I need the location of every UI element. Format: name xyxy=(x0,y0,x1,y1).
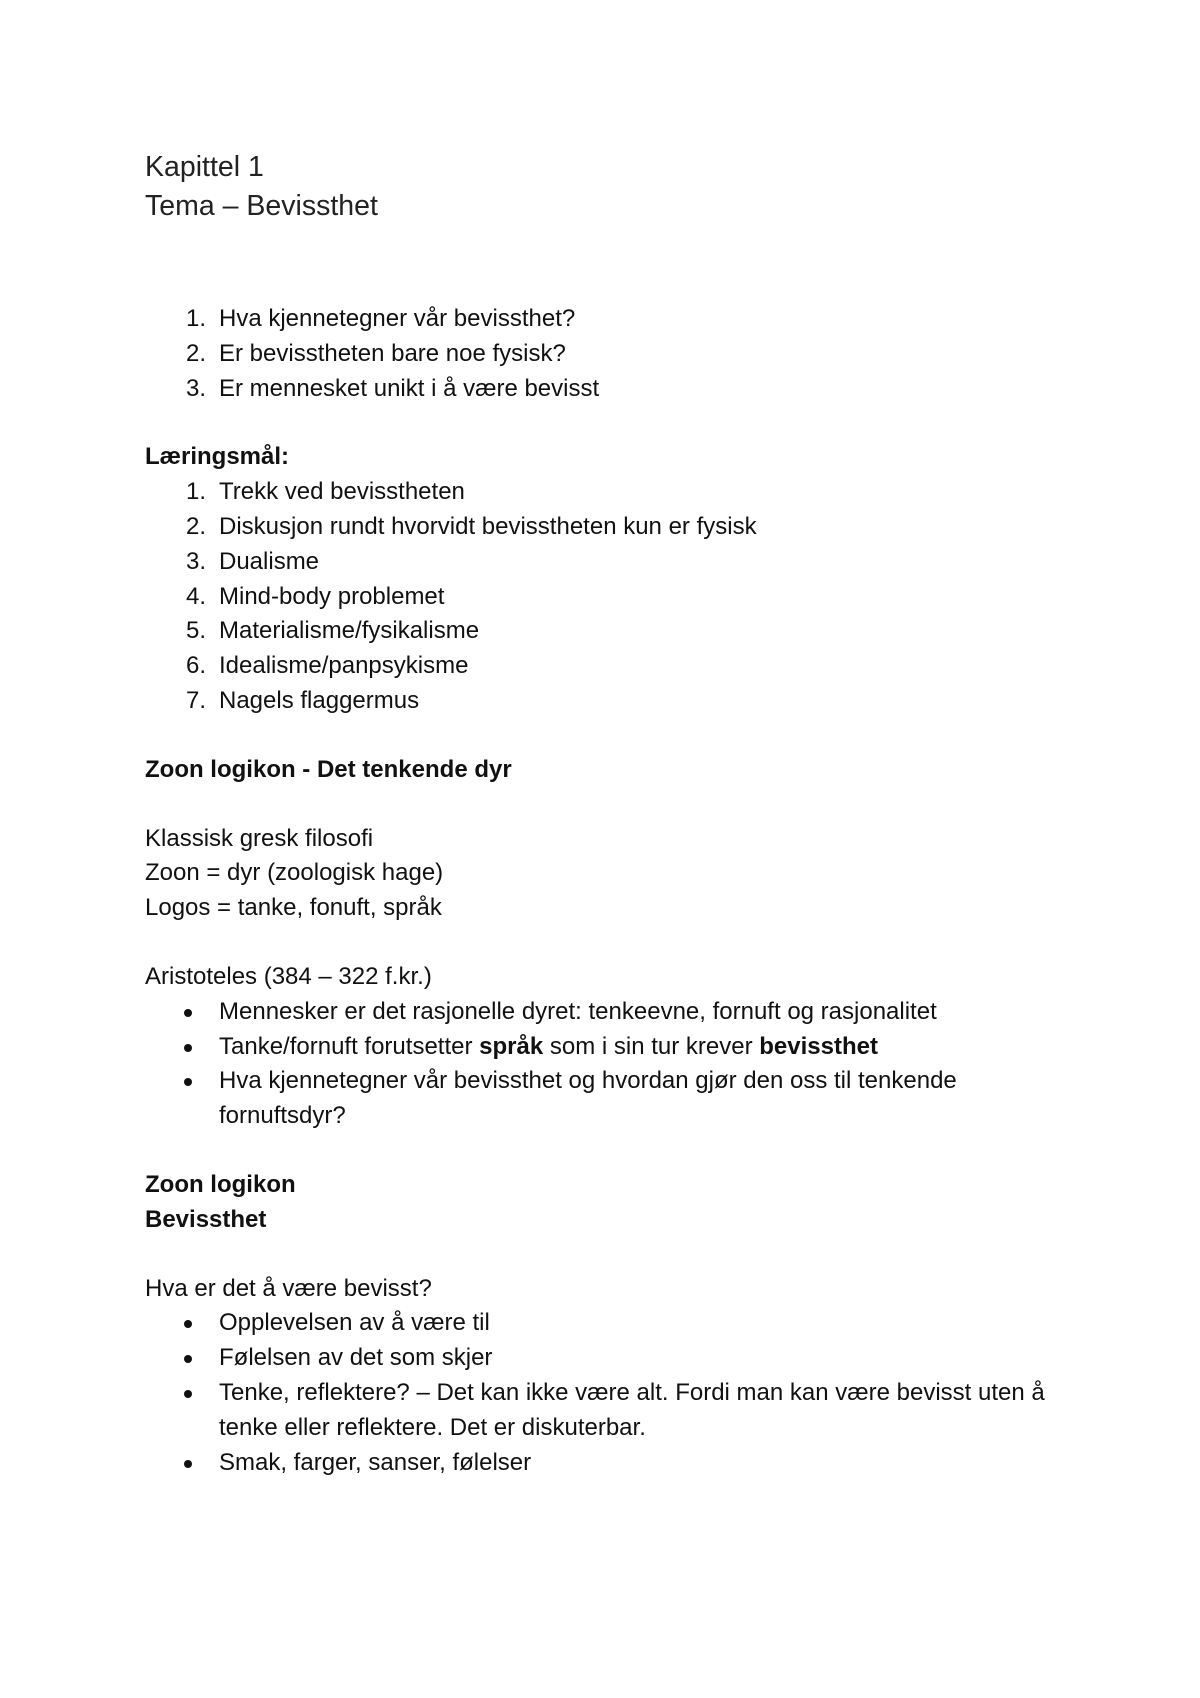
list-item-text: Tenke, reflektere? – Det kan ikke være alt. Fordi man kan være bevisst uten å tenke eller reflektere. Det er diskuterbar. xyxy=(219,1378,1045,1441)
bold-term: språk xyxy=(479,1032,544,1060)
list-item-text: Følelsen av det som skjer xyxy=(219,1344,493,1372)
list-number: 2. xyxy=(185,512,206,540)
list-item xyxy=(145,1341,1065,1376)
list-item xyxy=(145,1030,1065,1065)
list-item xyxy=(145,510,1065,545)
list-item-text: Smak, farger, sanser, følelser xyxy=(219,1448,532,1476)
bullet-icon xyxy=(184,1009,192,1017)
list-item xyxy=(145,649,1065,684)
chapter-title: Kapittel 1 xyxy=(145,151,264,183)
list-item-text: Er bevisstheten bare noe fysisk? xyxy=(219,339,566,367)
list-item xyxy=(145,545,1065,580)
list-item-text-part: Tanke/fornuft forutsetter xyxy=(219,1032,480,1060)
list-item xyxy=(145,580,1065,615)
text-line: Zoon = dyr (zoologisk hage) xyxy=(145,859,444,887)
list-item-text: Idealisme/panpsykisme xyxy=(219,652,469,680)
section-heading: Zoon logikon xyxy=(145,1170,296,1198)
list-item xyxy=(145,1376,1065,1446)
bullet-icon xyxy=(184,1044,192,1052)
text-line: Klassisk gresk filosofi xyxy=(145,824,374,852)
list-item-text: Opplevelsen av å være til xyxy=(219,1309,490,1337)
bullet-icon xyxy=(184,1460,192,1468)
aristotle-line: Aristoteles (384 – 322 f.kr.) xyxy=(145,962,432,990)
list-number: 1. xyxy=(185,478,206,506)
bold-term: bevissthet xyxy=(759,1032,878,1060)
aristotle-bullet-list xyxy=(145,995,1065,1134)
list-item xyxy=(145,1306,1065,1341)
text-line: Logos = tanke, fonuft, språk xyxy=(145,894,442,922)
list-number: 2. xyxy=(185,339,206,367)
list-item-text: Trekk ved bevisstheten xyxy=(219,478,465,506)
list-item-text: Hva kjennetegner vår bevissthet og hvordan gjør den oss til tenkende fornuftsdyr? xyxy=(219,1067,957,1130)
list-item-text: Diskusjon rundt hvorvidt bevisstheten kun er fysisk xyxy=(219,512,757,540)
list-item xyxy=(145,1446,1065,1481)
list-number: 7. xyxy=(185,686,206,714)
list-item-text: Mennesker er det rasjonelle dyret: tenkeevne, fornuft og rasjonalitet xyxy=(219,997,937,1025)
list-item xyxy=(145,475,1065,510)
list-item xyxy=(145,372,1065,407)
learning-goals-heading: Læringsmål: xyxy=(145,443,290,471)
question-list xyxy=(145,302,1065,406)
list-number: 3. xyxy=(185,374,206,402)
bullet-icon xyxy=(184,1320,192,1328)
bullet-icon xyxy=(184,1390,192,1398)
list-item xyxy=(145,337,1065,372)
list-item-text: Dualisme xyxy=(219,547,320,575)
bullet-icon xyxy=(184,1355,192,1363)
list-number: 6. xyxy=(185,652,206,680)
bullet-icon xyxy=(184,1078,192,1086)
list-item xyxy=(145,614,1065,649)
list-item xyxy=(145,302,1065,337)
theme-title: Tema – Bevissthet xyxy=(145,190,378,222)
section-subheading: Bevissthet xyxy=(145,1205,267,1233)
list-number: 4. xyxy=(185,582,206,610)
list-item-text: Hva kjennetegner vår bevissthet? xyxy=(219,305,576,332)
list-item xyxy=(145,995,1065,1030)
list-item-text: Nagels flaggermus xyxy=(219,686,420,714)
consciousness-bullet-list xyxy=(145,1306,1065,1480)
list-number: 1. xyxy=(185,305,206,332)
list-number: 5. xyxy=(185,617,206,645)
document-header xyxy=(145,148,1065,226)
list-item-text-part: som i sin tur krever xyxy=(543,1032,760,1060)
document-page xyxy=(145,148,1065,1480)
list-item-text: Mind-body problemet xyxy=(219,582,445,610)
learning-goals-list xyxy=(145,475,1065,719)
list-item xyxy=(145,1064,1065,1134)
list-item-text: Materialisme/fysikalisme xyxy=(219,617,480,645)
section-heading: Zoon logikon - Det tenkende dyr xyxy=(145,755,512,783)
list-item-text: Er mennesket unikt i å være bevisst xyxy=(219,374,600,402)
list-number: 3. xyxy=(185,547,206,575)
question-line: Hva er det å være bevisst? xyxy=(145,1274,432,1302)
list-item xyxy=(145,684,1065,719)
